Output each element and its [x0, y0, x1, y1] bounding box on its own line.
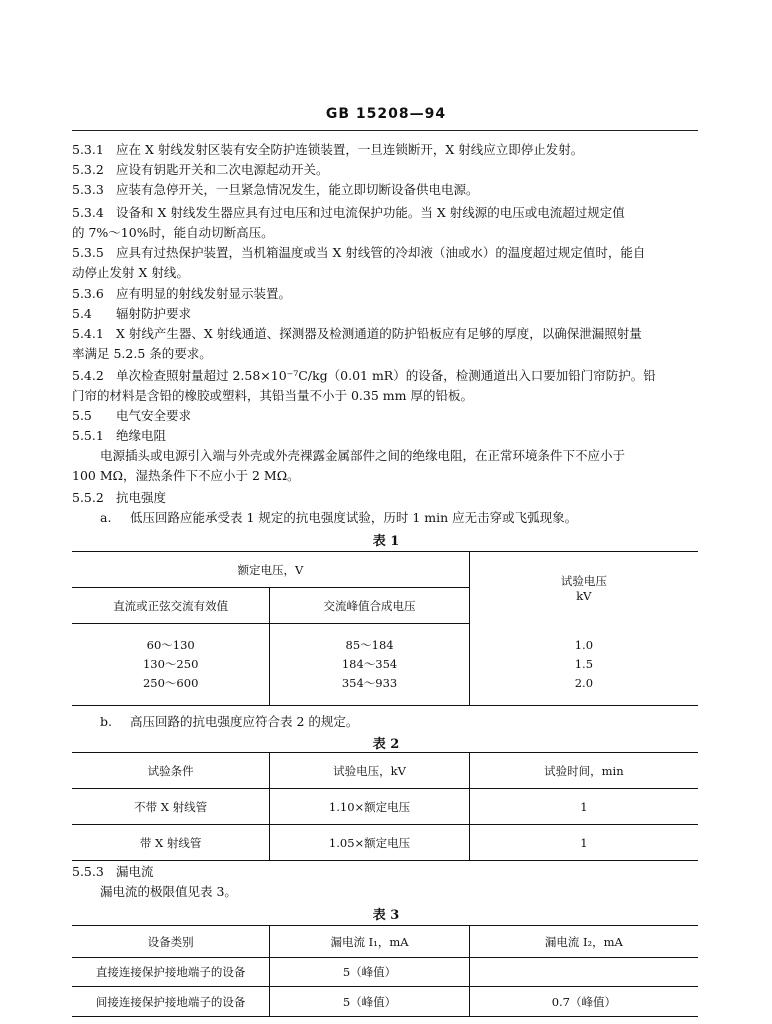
paragraph-line: 电源插头或电源引入端与外壳或外壳裸露金属部件之间的绝缘电阻，在正常环境条件下不应小于	[100, 448, 626, 463]
clause-continuation: 率满足 5.2.5 条的要求。	[72, 346, 212, 361]
clause-continuation: 动停止发射 X 射线。	[72, 265, 189, 280]
page-header: GB 15208—94	[325, 106, 447, 122]
paragraph-line: 漏电流的极限值见表 3。	[100, 884, 237, 899]
table3-caption: 表 3	[372, 908, 400, 923]
table2-caption: 表 2	[372, 737, 400, 752]
table2-cell: 1.05×额定电压	[270, 825, 469, 861]
subsection-heading: 5.5.3 漏电流	[72, 864, 154, 879]
clause-line: 5.3.5 应具有过热保护装置，当机箱温度或当 X 射线管的冷却液（油或水）的温度超过规定值时，能自	[72, 245, 646, 260]
table-row	[72, 825, 698, 861]
table1-col-peak: 交流峰值合成电压	[270, 588, 469, 624]
clause-continuation: 门帘的材料是含铅的橡胶或塑料，其铅当量不小于 0.35 mm 厚的铅板。	[72, 388, 473, 403]
table3-cell	[469, 958, 698, 987]
table1	[72, 551, 698, 706]
table3-header-cell: 漏电流 I₁，mA	[270, 926, 469, 958]
table1-peak-values: 85～184 184～354 354～933	[270, 624, 469, 706]
table1-caption: 表 1	[372, 534, 400, 549]
table1-group-header: 额定电压，V	[72, 552, 469, 588]
section-heading: 5.4 辐射防护要求	[72, 306, 192, 321]
table1-test-voltage-header: 试验电压 kV	[469, 552, 698, 624]
table2-header-cell: 试验电压，kV	[270, 753, 469, 789]
table3-cell: 5（峰值）	[270, 958, 469, 987]
clause-line: 5.3.1 应在 X 射线发射区装有安全防护连锁装置，一旦连锁断开，X 射线应立即停止发射。	[72, 142, 584, 157]
list-item-b: b. 高压回路的抗电强度应符合表 2 的规定。	[100, 714, 359, 729]
table2-cell: 1	[469, 825, 698, 861]
table2	[72, 752, 698, 861]
table1-col-ac-dc: 直流或正弦交流有效值	[72, 588, 270, 624]
clause-line: 5.3.6 应有明显的射线发射显示装置。	[72, 286, 292, 301]
table2-cell: 1.10×额定电压	[270, 789, 469, 825]
subsection-heading: 5.5.1 绝缘电阻	[72, 428, 167, 443]
table2-cell: 带 X 射线管	[72, 825, 270, 861]
clause-continuation: 的 7%～10%时，能自动切断高压。	[72, 225, 274, 240]
subsection-heading: 5.5.2 抗电强度	[72, 490, 167, 505]
table-row	[72, 789, 698, 825]
clause-line: 5.4.2 单次检查照射量超过 2.58×10⁻⁷C/kg（0.01 mR）的设备，检测通道出入口要加铅门帘防护。铅	[72, 368, 656, 383]
table2-header-cell: 试验时间，min	[469, 753, 698, 789]
table2-cell: 不带 X 射线管	[72, 789, 270, 825]
table3-cell: 0.7（峰值）	[469, 987, 698, 1017]
list-item-a: a. 低压回路应能承受表 1 规定的抗电强度试验，历时 1 min 应无击穿或飞弧现象。	[100, 510, 578, 525]
table3-cell: 5（峰值）	[270, 987, 469, 1017]
table3-cell: 直接连接保护接地端子的设备	[72, 958, 270, 987]
table1-test-values: 1.0 1.5 2.0	[469, 624, 698, 706]
header-rule	[72, 130, 698, 131]
clause-line: 5.3.3 应装有急停开关，一旦紧急情况发生，能立即切断设备供电电源。	[72, 182, 479, 197]
table-row	[72, 958, 698, 987]
table3-cell: 间接连接保护接地端子的设备	[72, 987, 270, 1017]
paragraph-line: 100 MΩ，湿热条件下不应小于 2 MΩ。	[72, 468, 300, 483]
table-row	[72, 987, 698, 1017]
clause-line: 5.3.2 应设有钥匙开关和二次电源起动开关。	[72, 162, 329, 177]
clause-line: 5.3.4 设备和 X 射线发生器应具有过电压和过电流保护功能。当 X 射线源的电压或电流超过规定值	[72, 205, 625, 220]
table3	[72, 925, 698, 1017]
table3-header-cell: 漏电流 I₂，mA	[469, 926, 698, 958]
section-heading: 5.5 电气安全要求	[72, 408, 192, 423]
table2-cell: 1	[469, 789, 698, 825]
table1-ac-dc-values: 60～130 130～250 250～600	[72, 624, 270, 706]
clause-line: 5.4.1 X 射线产生器、X 射线通道、探测器及检测通道的防护铅板应有足够的厚度，以确保泄漏照射量	[72, 326, 642, 341]
table3-header-cell: 设备类别	[72, 926, 270, 958]
table2-header-cell: 试验条件	[72, 753, 270, 789]
